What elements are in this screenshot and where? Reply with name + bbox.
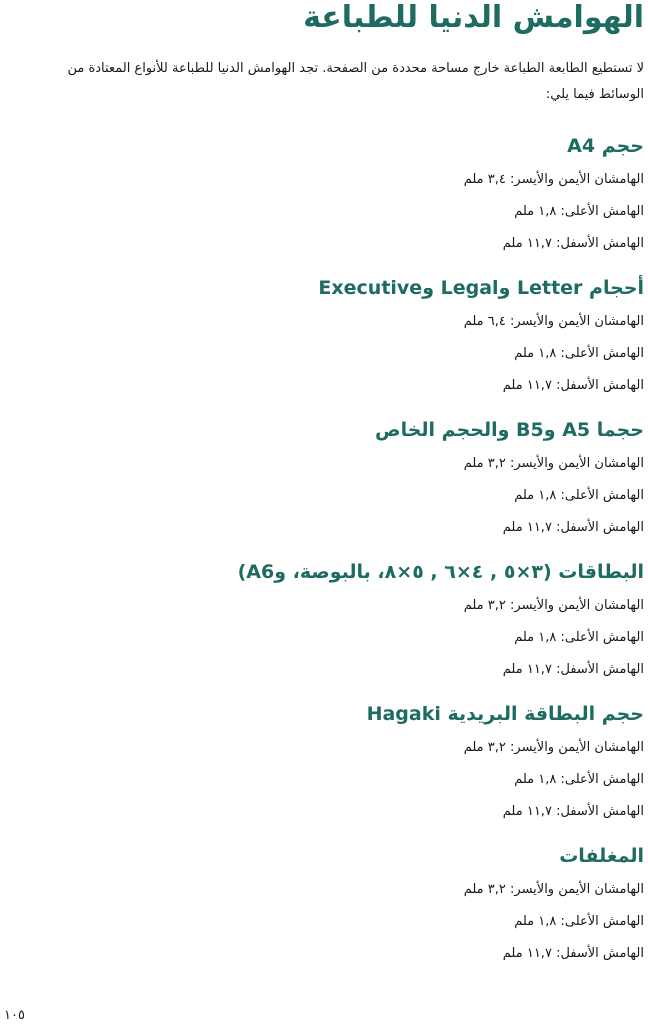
margin-row <box>4 370 644 402</box>
margin-label: الهامش الأعلى : <box>556 914 644 929</box>
margin-label: الهامش الأسفل : <box>552 520 644 535</box>
margin-label: الهامش الأسفل : <box>552 804 644 819</box>
section-title: حجم A4 <box>567 135 644 157</box>
margin-row <box>4 196 644 228</box>
margin-row <box>4 654 644 686</box>
margin-list <box>4 448 644 544</box>
margin-row <box>4 764 644 796</box>
margin-row <box>4 622 644 654</box>
margin-value: ١١,٧ ملم <box>502 804 552 819</box>
margin-label: الهامشان الأيمن والأيسر : <box>506 456 644 471</box>
media-section <box>4 412 644 544</box>
margin-list <box>4 164 644 260</box>
margin-label: الهامش الأسفل : <box>552 236 644 251</box>
media-sections <box>4 128 644 980</box>
margin-row <box>4 732 644 764</box>
margin-label: الهامشان الأيمن والأيسر : <box>506 172 644 187</box>
margin-row <box>4 512 644 544</box>
margin-label: الهامش الأعلى : <box>556 346 644 361</box>
margin-label: الهامشان الأيمن والأيسر : <box>506 314 644 329</box>
margin-value: ١,٨ ملم <box>514 488 557 503</box>
margin-row <box>4 228 644 260</box>
margin-value: ٦,٤ ملم <box>463 314 506 329</box>
section-title: حجم البطاقة البريدية Hagaki <box>366 703 644 725</box>
margin-label: الهامشان الأيمن والأيسر : <box>506 882 644 897</box>
margin-value: ٣,٤ ملم <box>463 172 506 187</box>
margin-label: الهامش الأعلى : <box>556 204 644 219</box>
margin-label: الهامش الأسفل : <box>552 378 644 393</box>
margin-list <box>4 306 644 402</box>
margin-label: الهامشان الأيمن والأيسر : <box>506 598 644 613</box>
section-title: أحجام Letter وLegal وExecutive <box>318 277 644 299</box>
margin-value: ٣,٢ ملم <box>463 740 506 755</box>
margin-row <box>4 448 644 480</box>
margin-value: ١,٨ ملم <box>514 630 557 645</box>
margin-value: ١١,٧ ملم <box>502 236 552 251</box>
margin-list <box>4 732 644 828</box>
section-title: المغلفات <box>559 845 644 867</box>
margin-value: ١١,٧ ملم <box>502 946 552 961</box>
media-section <box>4 696 644 828</box>
margin-row <box>4 874 644 906</box>
margin-row <box>4 906 644 938</box>
margin-value: ١,٨ ملم <box>514 204 557 219</box>
margin-label: الهامشان الأيمن والأيسر : <box>506 740 644 755</box>
margin-value: ٣,٢ ملم <box>463 456 506 471</box>
margin-row <box>4 590 644 622</box>
page-title: الهوامش الدنيا للطباعة <box>303 0 644 35</box>
margin-value: ١,٨ ملم <box>514 914 557 929</box>
margin-row <box>4 480 644 512</box>
margin-value: ٣,٢ ملم <box>463 882 506 897</box>
media-section <box>4 270 644 402</box>
section-title: حجما A5 وB5 والحجم الخاص <box>375 419 644 441</box>
margin-value: ١١,٧ ملم <box>502 378 552 393</box>
margin-value: ١١,٧ ملم <box>502 520 552 535</box>
media-section <box>4 554 644 686</box>
intro-paragraph: لا تستطيع الطابعة الطباعة خارج مساحة محددة من الصفحة. تجد الهوامش الدنيا للطباعة للأنواع المعتادة من الوسائط فيما يلي: <box>67 61 644 102</box>
margin-value: ٣,٢ ملم <box>463 598 506 613</box>
margin-label: الهامش الأعلى : <box>556 630 644 645</box>
margin-label: الهامش الأعلى : <box>556 772 644 787</box>
margin-row <box>4 938 644 970</box>
margin-value: ١,٨ ملم <box>514 772 557 787</box>
media-section <box>4 128 644 260</box>
margin-value: ١,٨ ملم <box>514 346 557 361</box>
media-section <box>4 838 644 970</box>
margin-list <box>4 590 644 686</box>
section-title: البطاقات (٣×٥ , ٤×٦ , ٥×٨، بالبوصة، وA6) <box>237 561 644 583</box>
margin-row <box>4 338 644 370</box>
margin-label: الهامش الأعلى : <box>556 488 644 503</box>
margin-list <box>4 874 644 970</box>
margin-row <box>4 796 644 828</box>
margin-row <box>4 164 644 196</box>
margin-value: ١١,٧ ملم <box>502 662 552 677</box>
page-number: ١٠٥ <box>4 1008 25 1023</box>
margin-label: الهامش الأسفل : <box>552 662 644 677</box>
margin-label: الهامش الأسفل : <box>552 946 644 961</box>
margin-row <box>4 306 644 338</box>
